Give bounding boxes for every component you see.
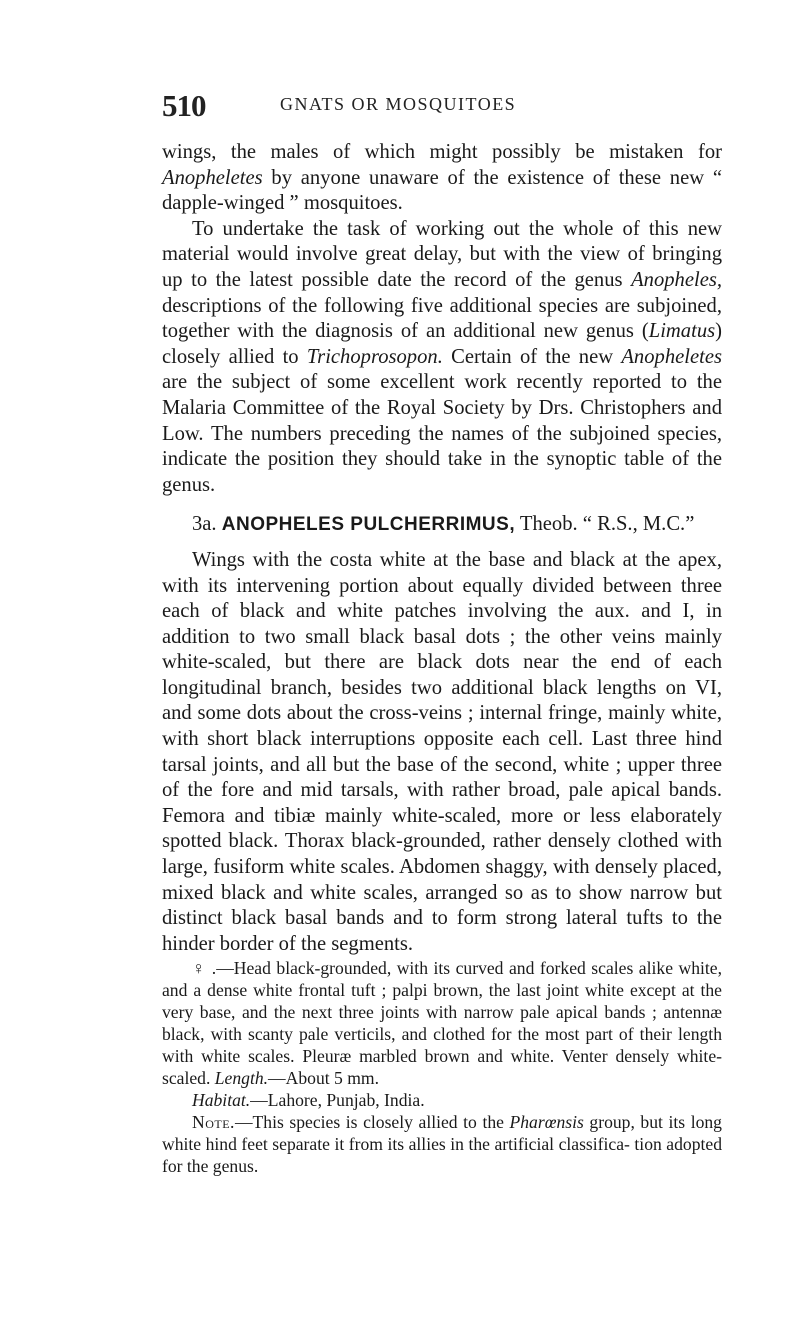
species-number: 3a.	[192, 513, 217, 536]
page-body	[162, 140, 722, 1177]
female-description: ♀ .—Head black-grounded, with its curved and forked scales alike white, and a dense white frontal tuft ; palpi brown, the last joint white except at the very base, and the next three joints with narrow pale apical bands ; antennæ black, with scanty pale verticils, and clothed for the most part of their length with white scales. Pleuræ marbled brown and white. Venter densely white-scaled. Length.—About 5 mm.	[162, 958, 722, 1089]
species-name: ANOPHELES PULCHERRIMUS,	[221, 514, 516, 536]
intro-paragraph-1: wings, the males of which might possibly be mistaken for Anopheletes by anyone unaware of the existence of these new “ dapple-winged ” mosquitoes.	[162, 141, 722, 215]
female-notes	[162, 957, 722, 1177]
species-heading	[162, 512, 722, 538]
intro-paragraph-2: To undertake the task of working out the whole of this new material would involve great delay, but with the view of bringing up to the latest possible date the record of the genus Anopheles, descriptions of the following five additional species are subjoined, together with the diagnosis of an additional new genus (Limatus) closely allied to Trichoprosopon. Certain of the new Anopheletes are the subject of some excellent work recently reported to the Malaria Committee of the Royal Society by Drs. Christophers and Low. The numbers preceding the names of the subjoined species, indicate the position they should take in the synoptic table of the genus.	[162, 217, 722, 496]
running-title: GNATS OR MOSQUITOES	[280, 94, 517, 114]
female-symbol: ♀	[192, 958, 207, 979]
page-number: 510	[162, 88, 206, 123]
note: Note.—This species is closely allied to the Pharœnsis group, but its long white hind feet separate it from its allies in the artificial classifica- tion adopted for the genus.	[162, 1112, 722, 1177]
page-header	[162, 88, 722, 122]
habitat: Habitat.—Lahore, Punjab, India.	[192, 1090, 425, 1111]
species-author: Theob. “ R.S., M.C.”	[515, 513, 695, 536]
species-description: Wings with the costa white at the base and black at the apex, with its intervening portion about equally divided between three each of black and white patches involving the aux. and I, in addition to two small black basal dots ; the other veins mainly white-scaled, but there are black dots near the end of each longitudinal branch, besides two additional black lengths on VI, and some dots about the cross-veins ; internal fringe, mainly white, with short black interruptions opposite each cell. Last three hind tarsal joints, and all but the base of the second, white ; upper three of the fore and mid tarsals, with rather broad, pale apical bands. Femora and tibiæ mainly white-scaled, more or less elaborately spotted black. Thorax black-grounded, rather densely clothed with large, fusiform white scales. Abdomen shaggy, with densely placed, mixed black and white scales, arranged so as to show narrow but distinct black basal bands and to form strong lateral tufts to the hinder border of the segments.	[162, 548, 722, 955]
